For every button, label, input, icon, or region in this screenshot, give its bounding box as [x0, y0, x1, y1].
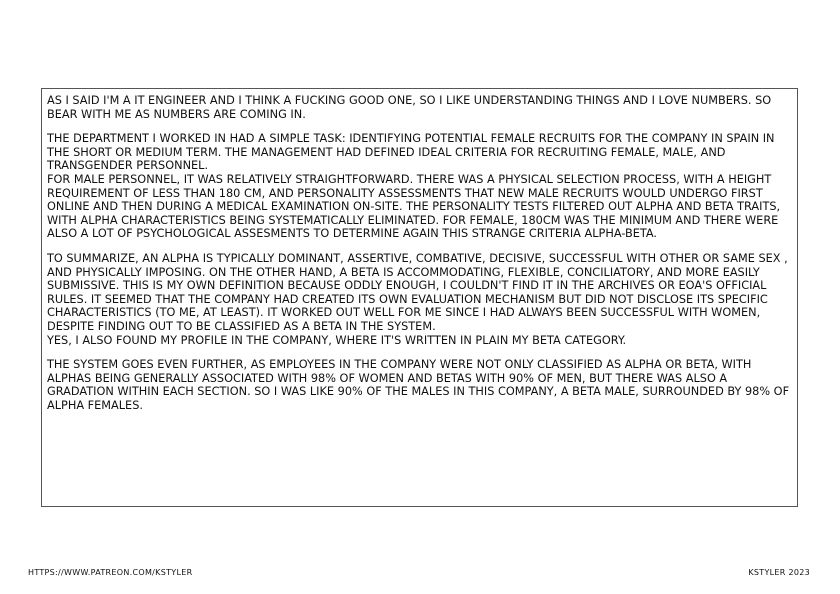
author-credit: KSTYLER 2023: [748, 568, 810, 577]
caption-paragraph-2: THE DEPARTMENT I WORKED IN HAD A SIMPLE TASK: IDENTIFYING POTENTIAL FEMALE RECRUITS FOR THE COMPANY IN SPAIN IN THE SHORT OR MEDIUM TERM. THE MANAGEMENT HAD DEFINED IDEAL CRITERIA FOR RECRUITING FEMALE, MALE, AND TRANSGENDER PERSONNEL. FOR MALE PERSONNEL, IT WAS RELATIVELY STRAIGHTFORWARD. THERE WAS A PHYSICAL SELECTION PROCESS, WITH A HEIGHT REQUIREMENT OF LESS THAN 180 CM, AND PERSONALITY ASSESSMENTS THAT NEW MALE RECRUITS WOULD UNDERGO FIRST ONLINE AND THEN DURING A MEDICAL EXAMINATION ON-SITE. THE PERSONALITY TESTS FILTERED OUT ALPHA AND BETA TRAITS, WITH ALPHA CHARACTERISTICS BEING SYSTEMATICALLY ELIMINATED. FOR FEMALE, 180CM WAS THE MINIMUM AND THERE WERE ALSO A LOT OF PSYCHOLOGICAL ASSESMENTS TO DETERMINE AGAIN THIS STRANGE CRITERIA ALPHA-BETA.: [47, 132, 781, 241]
caption-paragraph-1: AS I SAID I'M A IT ENGINEER AND I THINK A FUCKING GOOD ONE, SO I LIKE UNDERSTANDING THINGS AND I LOVE NUMBERS. SO BEAR WITH ME AS NUMBERS ARE COMING IN.: [47, 94, 772, 121]
caption-paragraph-4: THE SYSTEM GOES EVEN FURTHER, AS EMPLOYEES IN THE COMPANY WERE NOT ONLY CLASSIFIED AS ALPHA OR BETA, WITH ALPHAS BEING GENERALLY ASSOCIATED WITH 98% OF WOMEN AND BETAS WITH 90% OF MEN, BUT THERE WAS ALSO A GRADATION WITHIN EACH SECTION. SO I WAS LIKE 90% OF THE MALES IN THIS COMPANY, A BETA MALE, SURROUNDED BY 98% OF ALPHA FEMALES.: [47, 358, 790, 412]
caption-box: [41, 88, 798, 507]
patreon-link[interactable]: HTTPS://WWW.PATREON.COM/KSTYLER: [28, 568, 193, 577]
caption-paragraph-3: TO SUMMARIZE, AN ALPHA IS TYPICALLY DOMINANT, ASSERTIVE, COMBATIVE, DECISIVE, SUCCESSFUL WITH OTHER OR SAME SEX , AND PHYSICALLY IMPOSING. ON THE OTHER HAND, A BETA IS ACCOMMODATING, FLEXIBLE, CONCILIATORY, AND MORE EASILY SUBMISSIVE. THIS IS MY OWN DEFINITION BECAUSE ODDLY ENOUGH, I COULDN'T FIND IT IN THE ARCHIVES OR EOA'S OFFICIAL RULES. IT SEEMED THAT THE COMPANY HAD CREATED ITS OWN EVALUATION MECHANISM BUT DID NOT DISCLOSE ITS SPECIFIC CHARACTERISTICS (TO ME, AT LEAST). IT WORKED OUT WELL FOR ME SINCE I HAD ALWAYS BEEN SUCCESSFUL WITH WOMEN, DESPITE FINDING OUT TO BE CLASSIFIED AS A BETA IN THE SYSTEM. YES, I ALSO FOUND MY PROFILE IN THE COMPANY, WHERE IT'S WRITTEN IN PLAIN MY BETA CATEGORY.: [47, 251, 788, 347]
